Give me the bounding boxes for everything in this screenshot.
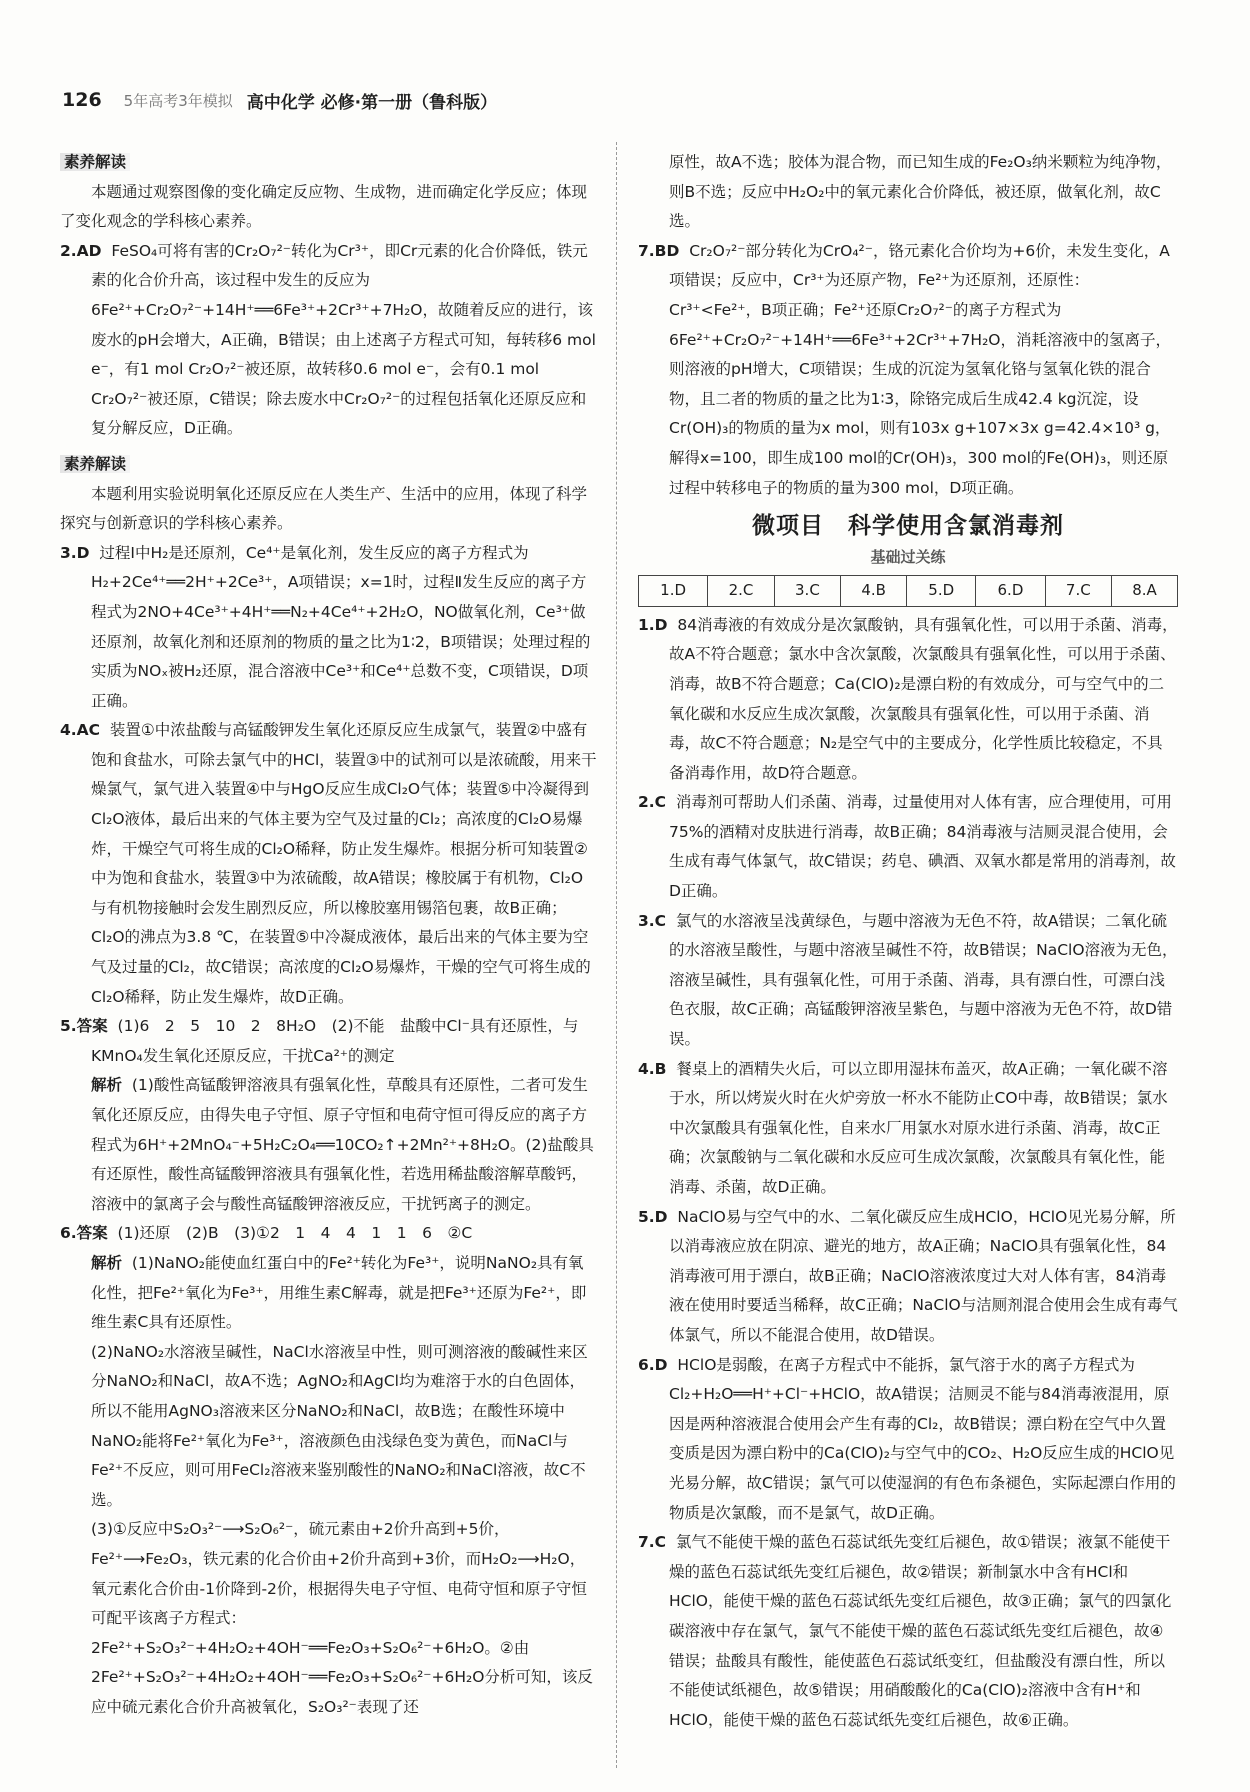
answer-item: [638, 1055, 1178, 1203]
analysis-label: 解析: [91, 1253, 123, 1272]
continued-text: 原性，故A不选；胶体为混合物，而已知生成的Fe₂O₃纳米颗粒为纯净物，则B不选；反应中H₂O₂中的氧元素化合价降低，被还原，做氧化剂，故C选。: [669, 153, 1172, 231]
item-number: 5.答案: [60, 1017, 108, 1036]
micro-project-title: 微项目 科学使用含氯消毒剂: [752, 513, 1064, 540]
answer-item: [638, 1528, 1178, 1735]
item-number: 3.C: [638, 911, 667, 930]
answer-item: [60, 1219, 598, 1249]
analysis-text: (2)NaNO₂水溶液呈碱性，NaCl水溶液呈中性，则可测溶液的酸碱性来区分NaNO₂和NaCl，故A不选；AgNO₂和AgCl均为难溶于水的白色固体，所以不能用AgNO₃溶液来区分NaNO₂和NaCl，故B选；在酸性环境中NaNO₂能将Fe²⁺氧化为Fe³⁺，溶液颜色由浅绿色变为黄色，而NaCl与Fe²⁺不反应，则可用FeCl₂溶液来鉴别酸性的NaNO₂和NaCl溶液，故C不选。: [91, 1342, 588, 1509]
answer-item: [638, 1351, 1178, 1529]
analysis-text: (1)NaNO₂能使血红蛋白中的Fe²⁺转化为Fe³⁺，说明NaNO₂具有氧化性，把Fe²⁺氧化为Fe³⁺，用维生素C解毒，就是把Fe³⁺还原为Fe²⁺，即维生素C具有还原性。: [91, 1253, 587, 1332]
right-column: [638, 148, 1178, 1735]
item-number: 2.AD: [60, 241, 102, 260]
answer-cell: 8.A: [1112, 576, 1178, 607]
analysis-text: (3)①反应中S₂O₃²⁻⟶S₂O₆²⁻，硫元素由+2价升高到+5价，Fe²⁺⟶Fe₂O₃，铁元素的化合价由+2价升高到+3价，而H₂O₂⟶H₂O，氧元素化合价由-1价降到-2价，根据得失电子守恒、电荷守恒和原子守恒可配平该离子方程式：2Fe²⁺+S₂O₃²⁻+4H₂O₂+4OH⁻══Fe₂O₃+S₂O₆²⁻+6H₂O。②由2Fe²⁺+S₂O₃²⁻+4H₂O₂+4OH⁻══Fe₂O₃+S₂O₆²⁻+6H₂O分析可知，该反应中硫元素化合价升高被氧化，S₂O₃²⁻表现了还: [91, 1520, 593, 1716]
answer-item: [60, 539, 598, 717]
item-answer: (1)还原 (2)B (3)①2 1 4 4 1 1 6 ②C: [117, 1224, 473, 1243]
book-title: 高中化学 必修·第一册（鲁科版）: [246, 92, 498, 113]
answer-cell: 6.D: [976, 576, 1045, 607]
answer-item: [638, 788, 1178, 906]
item-text: Cr₂O₇²⁻部分转化为CrO₄²⁻，铬元素化合价均为+6价，未发生变化，A项错误；反应中，Cr³⁺为还原产物，Fe²⁺为还原剂，还原性：Cr³⁺<Fe²⁺，B项正确；Fe²⁺还原Cr₂O₇²⁻的离子方程式为6Fe²⁺+Cr₂O₇²⁻+14H⁺══6Fe³⁺+2Cr³⁺+7H₂O，消耗溶液中的氢离子，则溶液的pH增大，C项错误；生成的沉淀为氢氧化铬与氢氧化铁的混合物，且二者的物质的量之比为1∶3，除铬完成后生成42.4 kg沉淀，设Cr(OH)₃的物质的量为x mol，则有103x g+107×3x g=42.4×10³ g，解得x=100，即生成100 mol的Cr(OH)₃，300 mol的Fe(OH)₃，则还原过程中转移电子的物质的量为300 mol，D项正确。: [669, 241, 1171, 497]
section-text: 本题利用实验说明氧化还原反应在人类生产、生活中的应用，体现了科学探究与创新意识的学科核心素养。: [60, 484, 588, 533]
item-number: 5.D: [638, 1207, 668, 1226]
analysis: [60, 1249, 598, 1338]
answer-table: [638, 575, 1178, 607]
item-number: 7.BD: [638, 241, 680, 260]
section-text: 本题通过观察图像的变化确定反应物、生成物，进而确定化学反应；体现了变化观念的学科核心素养。: [60, 182, 588, 231]
answer-cell: 5.D: [907, 576, 976, 607]
left-column: [60, 148, 598, 1722]
analysis-text: (1)酸性高锰酸钾溶液具有强氧化性，草酸具有还原性，二者可发生氧化还原反应，由得失电子守恒、原子守恒和电荷守恒可得反应的离子方程式为6H⁺+2MnO₄⁻+5H₂C₂O₄══10CO₂↑+2Mn²⁺+8H₂O。(2)盐酸具有还原性，酸性高锰酸钾溶液具有强氧化性，若选用稀盐酸溶解草酸钙，溶液中的氯离子会与酸性高锰酸钾溶液反应，干扰钙离子的测定。: [91, 1076, 594, 1213]
item-number: 1.D: [638, 615, 668, 634]
answer-cell: 7.C: [1045, 576, 1111, 607]
answer-item: [638, 907, 1178, 1055]
item-answer: (1)6 2 5 10 2 8H₂O (2)不能 盐酸中Cl⁻具有还原性，与KMnO₄发生氧化还原反应，干扰Ca²⁺的测定: [91, 1017, 579, 1065]
item-number: 6.答案: [60, 1224, 108, 1243]
analysis: [60, 1071, 598, 1219]
section-label: 素养解读: [60, 153, 130, 171]
item-number: 6.D: [638, 1355, 668, 1374]
analysis-label: 解析: [91, 1076, 123, 1095]
answer-item: [60, 1012, 598, 1071]
item-text: 消毒剂可帮助人们杀菌、消毒，过量使用对人体有害，应合理使用，可用75%的酒精对皮肤进行消毒，故B正确；84消毒液与洁厕灵混合使用，会生成有毒气体氯气，故C错误；药皂、碘酒、双氧水都是常用的消毒剂，故D正确。: [669, 793, 1176, 901]
answer-row: [639, 576, 1178, 607]
answer-item: [638, 611, 1178, 789]
answer-cell: 2.C: [708, 576, 774, 607]
answer-item: [60, 237, 598, 444]
page-number: 126: [62, 89, 102, 111]
item-text: 装置①中浓盐酸与高锰酸钾发生氧化还原反应生成氯气，装置②中盛有饱和食盐水，可除去氯气中的HCl，装置③中的试剂可以是浓硫酸，用来干燥氯气，氯气进入装置④中与HgO反应生成Cl₂O气体；装置⑤中冷凝得到Cl₂O液体，最后出来的气体主要为空气及过量的Cl₂；高浓度的Cl₂O易爆炸，干燥空气可将生成的Cl₂O稀释，防止发生爆炸。根据分析可知装置②中为饱和食盐水，装置③中为浓硫酸，故A错误；橡胶属于有机物，Cl₂O与有机物接触时会发生剧烈反应，所以橡胶塞用锡箔包裹，故B正确；Cl₂O的沸点为3.8 ℃，在装置⑤中冷凝成液体，最后出来的气体主要为空气及过量的Cl₂，故C错误；高浓度的Cl₂O易爆炸，干燥的空气可将生成的Cl₂O稀释，防止发生爆炸，故D正确。: [91, 721, 597, 1006]
item-number: 7.C: [638, 1533, 667, 1552]
answer-item: [638, 237, 1178, 503]
answer-item: [638, 1203, 1178, 1351]
item-text: 餐桌上的酒精失火后，可以立即用湿抹布盖灭，故A正确；一氧化碳不溶于水，所以烤炭火时在火炉旁放一杯水不能防止CO中毒，故B错误；氯水中次氯酸具有强氧化性，自来水厂用氯水对原水进行杀菌、消毒，故C正确；次氯酸钠与二氧化碳和水反应可生成次氯酸，次氯酸具有氧化性，能消毒、杀菌，故D正确。: [669, 1059, 1168, 1196]
answer-cell: 1.D: [639, 576, 708, 607]
item-text: HClO是弱酸，在离子方程式中不能拆，氯气溶于水的离子方程式为Cl₂+H₂O══H⁺+Cl⁻+HClO，故A错误；洁厕灵不能与84消毒液混用，原因是两种溶液混合使用会产生有毒的Cl₂，故B错误；漂白粉在空气中久置变质是因为漂白粉中的Ca(ClO)₂与空气中的CO₂、H₂O反应生成的HClO见光易分解，故C错误；氯气可以使湿润的有色布条褪色，实际起漂白作用的物质是次氯酸，而不是氯气，故D正确。: [669, 1355, 1176, 1522]
section-label: 素养解读: [60, 455, 130, 473]
item-text: 氯气不能使干燥的蓝色石蕊试纸先变红后褪色，故①错误；液氯不能使干燥的蓝色石蕊试纸先变红后褪色，故②错误；新制氯水中含有HCl和HClO，能使干燥的蓝色石蕊试纸先变红后褪色，故③正确；氯气的四氯化碳溶液中存在氯气，氯气不能使干燥的蓝色石蕊试纸先变红后褪色，故④错误；盐酸具有酸性，能使蓝色石蕊试纸变红，但盐酸没有漂白性，所以不能使试纸褪色，故⑤错误；用硝酸酸化的Ca(ClO)₂溶液中含有H⁺和HClO，能使干燥的蓝色石蕊试纸先变红后褪色，故⑥正确。: [669, 1533, 1172, 1729]
item-text: FeSO₄可将有害的Cr₂O₇²⁻转化为Cr³⁺，即Cr元素的化合价降低，铁元素的化合价升高，该过程中发生的反应为6Fe²⁺+Cr₂O₇²⁻+14H⁺══6Fe³⁺+2Cr³⁺+7H₂O，故随着反应的进行，该废水的pH会增大，A正确，B错误；由上述离子方程式可知，每转移6 mol e⁻，有1 mol Cr₂O₇²⁻被还原，故转移0.6 mol e⁻，会有0.1 mol Cr₂O₇²⁻被还原，C错误；除去废水中Cr₂O₇²⁻的过程包括氧化还原反应和复分解反应，D正确。: [91, 241, 596, 438]
answer-item: [60, 716, 598, 1012]
series-name: 5年高考3年模拟: [123, 91, 233, 110]
practice-subtitle: 基础过关练: [870, 548, 946, 567]
answer-cell: 4.B: [841, 576, 907, 607]
item-text: 84消毒液的有效成分是次氯酸钠，具有强氧化性，可以用于杀菌、消毒，故A不符合题意；氯水中含次氯酸，次氯酸具有强氧化性，可以用于杀菌、消毒，故B不符合题意；Ca(ClO)₂是漂白粉的有效成分，可与空气中的二氧化碳和水反应生成次氯酸，次氯酸具有强氧化性，可以用于杀菌、消毒，故C不符合题意；N₂是空气中的主要成分，化学性质比较稳定，不具备消毒作用，故D符合题意。: [669, 615, 1178, 782]
item-text: 氯气的水溶液呈浅黄绿色，与题中溶液为无色不符，故A错误；二氧化硫的水溶液呈酸性，与题中溶液呈碱性不符，故B错误；NaClO溶液为无色，溶液呈碱性，具有强氧化性，可用于杀菌、消毒，具有漂白性，可漂白浅色衣服，故C正确；高锰酸钾溶液呈紫色，与题中溶液为无色不符，故D错误。: [669, 911, 1178, 1049]
answer-cell: 3.C: [774, 576, 840, 607]
item-number: 3.D: [60, 543, 90, 562]
item-number: 4.AC: [60, 721, 101, 740]
page-header: [62, 84, 1187, 116]
item-number: 4.B: [638, 1059, 667, 1078]
item-text: NaClO易与空气中的水、二氧化碳反应生成HClO，HClO见光易分解，所以消毒液应放在阴凉、避光的地方，故A正确；NaClO具有强氧化性，84消毒液可用于漂白，故B正确；NaClO溶液浓度过大对人体有害，84消毒液在使用时要适当稀释，故C正确；NaClO与洁厕剂混合使用会生成有毒气体氯气，所以不能混合使用，故D错误。: [669, 1207, 1178, 1344]
item-text: 过程Ⅰ中H₂是还原剂，Ce⁴⁺是氧化剂，发生反应的离子方程式为H₂+2Ce⁴⁺══2H⁺+2Ce³⁺，A项错误；x=1时，过程Ⅱ发生反应的离子方程式为2NO+4Ce³⁺+4H⁺══N₂+4Ce⁴⁺+2H₂O，NO做氧化剂，Ce³⁺做还原剂，故氧化剂和还原剂的物质的量之比为1∶2，B项错误；处理过程的实质为NOₓ被H₂还原，混合溶液中Ce³⁺和Ce⁴⁺总数不变，C项错误，D项正确。: [91, 543, 591, 710]
item-number: 2.C: [638, 793, 667, 812]
column-divider: [616, 142, 617, 1768]
